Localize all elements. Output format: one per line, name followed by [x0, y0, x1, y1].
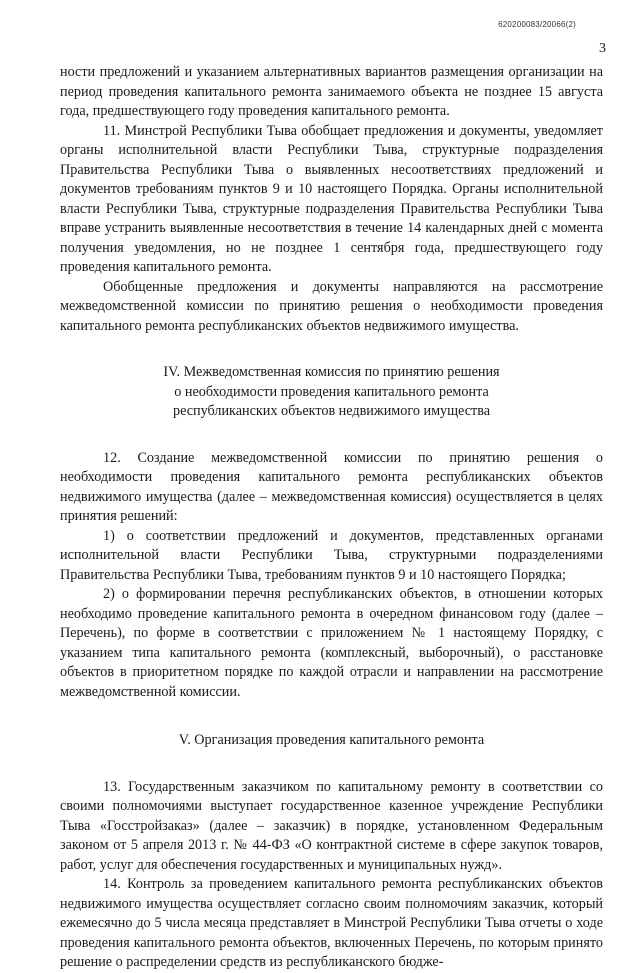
section-heading-iv-line-3: республиканских объектов недвижимого имущества — [172, 403, 491, 419]
page-number: 3 — [599, 41, 606, 56]
section-heading-iv-line-2: о необходимости проведения капитального ремонта — [174, 383, 489, 400]
paragraph-14: 14. Контроль за проведением капитального ремонта республиканских объектов недвижимого имущества осуществляет согласно своим полномочиям заказчик, который ежемесячно до 5 числа месяца представляет в Минстрой Республики Тыва отчеты о ходе проведения капитального ремонта объектов, включенных Перечень, по которым принято решение о распределении средств из республиканского бюдже- — [60, 876, 603, 970]
paragraph-12: 12. Создание межведомственной комиссии по принятию решения о необходимости проведения капитального ремонта республиканских объектов недвижимого имущества (далее – межведомственная комиссия) осуществляется в целях принятия решений: — [60, 449, 603, 524]
document-body — [60, 63, 603, 973]
document-id: 620200083/20066(2) — [498, 20, 576, 29]
section-heading-iv — [60, 363, 603, 422]
section-heading-v: V. Организация проведения капитального ремонта — [178, 732, 485, 748]
paragraph-12-item-1: 1) о соответствии предложений и документов, представленных органами исполнительной власти Республики Тыва, структурными подразделениями Правительства Республики Тыва, требованиям пунктов 9 и 10 настоящего Порядка; — [60, 527, 603, 583]
paragraph-11: 11. Минстрой Республики Тыва обобщает предложения и документы, уведомляет органы исполнительной власти Республики Тыва, структурные подразделения Правительства Республики Тыва о выявленных несоответствиях предложений и документов требованиям пунктов 9 и 10 настоящего Порядка. Органы исполнительной власти Республики Тыва, структурные подразделения Правительства Республики Тыва вправе устранить выявленные несоответствия в течение 14 календарных дней с момента получения уведомления, но не позднее 1 сентября года, предшествующего году проведения капитального ремонта. — [60, 122, 603, 275]
paragraph-continuation: ности предложений и указанием альтернативных вариантов размещения организации на период проведения капитального ремонта занимаемого объекта не позднее 15 августа года, предшествующего году проведения капитального ремонта. — [60, 64, 603, 119]
paragraph-13: 13. Государственным заказчиком по капитальному ремонту в соответствии со своими полномочиями выступает государственное казенное учреждение Республики Тыва «Госстройзаказ» (далее – заказчик) в порядке, установленном Федеральным законом от 5 апреля 2013 г. № 44-ФЗ «О контрактной системе в сфере закупок товаров, работ, услуг для обеспечения государственных и муниципальных нужд». — [60, 778, 603, 873]
paragraph-12-item-2: 2) о формировании перечня республиканских объектов, в отношении которых необходимо проведение капитального ремонта в очередном финансовом году (далее – Перечень), по форме в соответствии с приложением № 1 настоящему Порядку, с указанием типа капитального ремонта (комплексный, выборочный), о расстановке объектов в приоритетном порядке по каждой отрасли и направлении на рассмотрение межведомственной комиссии. — [60, 586, 603, 700]
paragraph-11-summary: Обобщенные предложения и документы направляются на рассмотрение межведомственной комиссии по принятию решения о необходимости проведения капитального ремонта республиканских объектов недвижимого имущества. — [60, 278, 603, 334]
section-heading-iv-line-1: IV. Межведомственная комиссия по принятию решения — [163, 364, 500, 380]
